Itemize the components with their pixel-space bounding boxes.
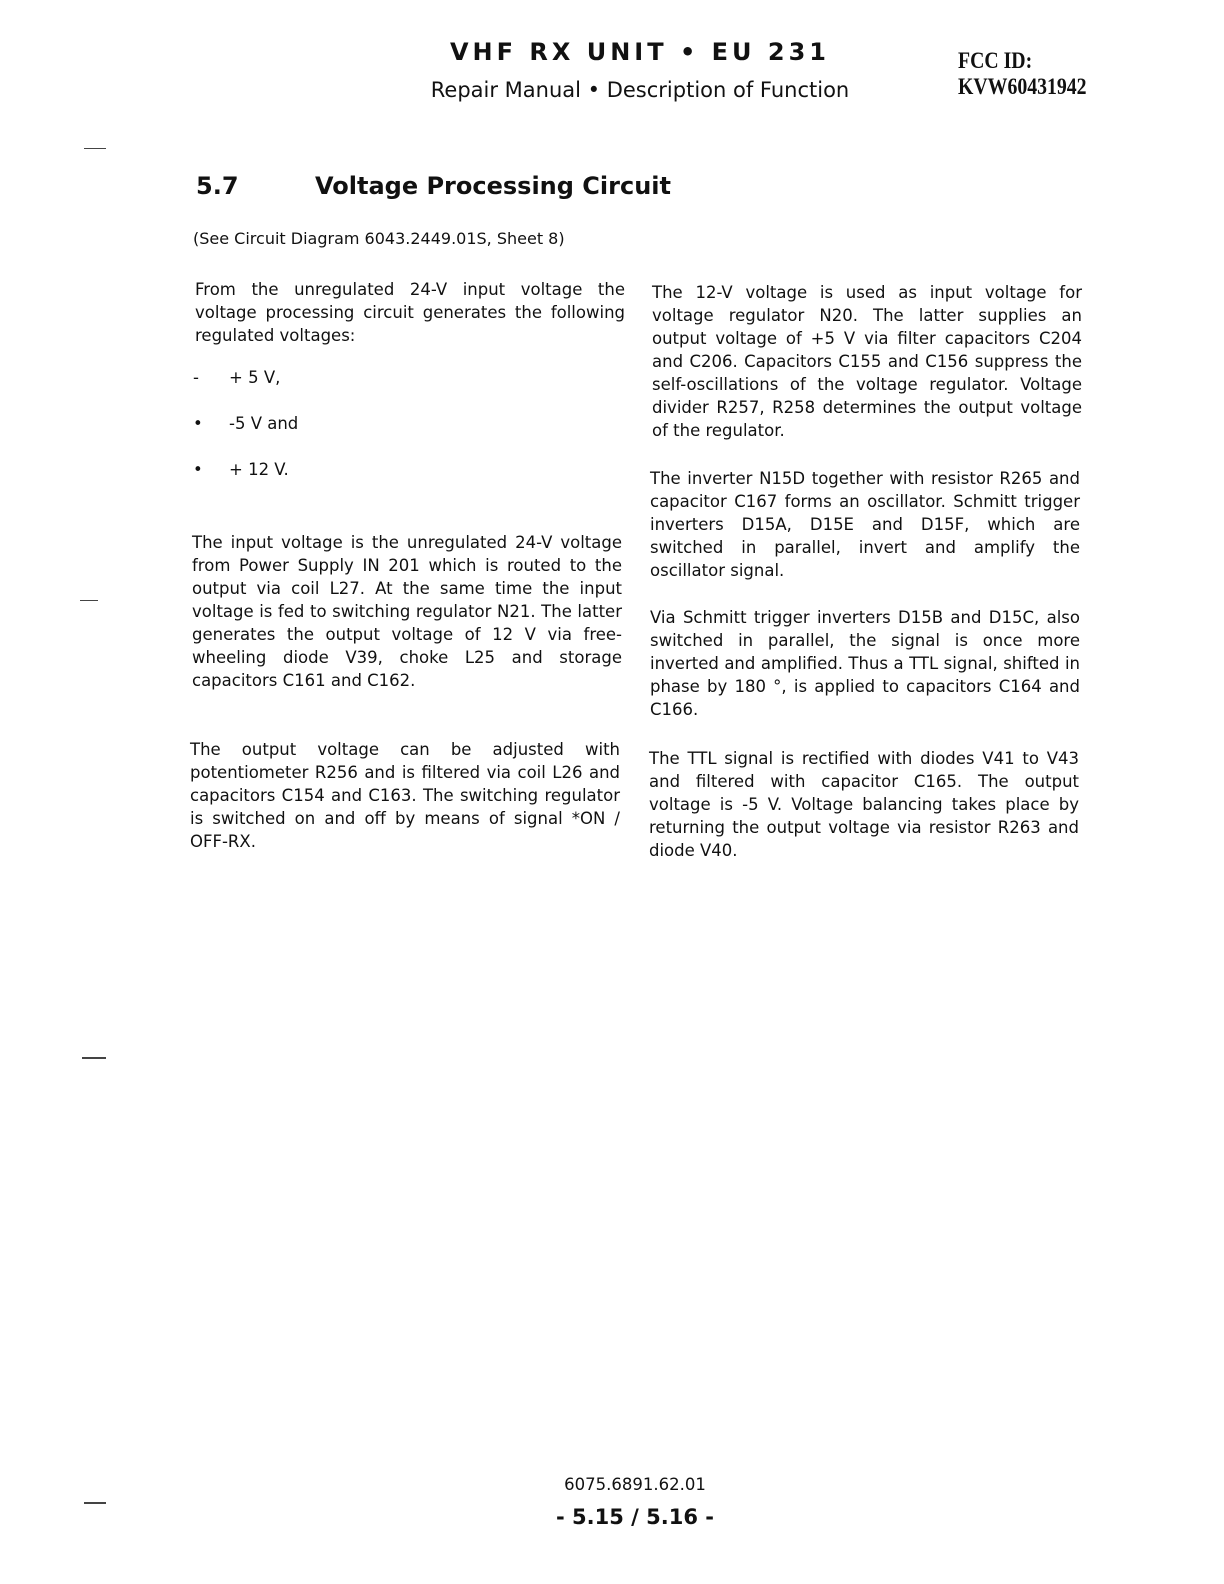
page-number: - 5.15 / 5.16 - [556,1505,714,1529]
list-item-text: + 12 V. [229,460,289,479]
section-title: Voltage Processing Circuit [315,172,671,200]
list-item-text: -5 V and [229,414,299,433]
list-bullet: - [193,368,199,387]
right-paragraph-4: The TTL signal is rectified with diodes V41 to V43 and filtered with capacitor C165. The output voltage is -5 V. Voltage balancing takes place by returning the output voltage via resistor R263 and diode V40. [649,749,1079,860]
right-paragraph-3: Via Schmitt trigger inverters D15B and D15C, also switched in parallel, the signal is once more inverted and amplified. Thus a TTL signal, shifted in phase by 180 °, is applied to capacitors C164 and C166. [650,608,1080,719]
scan-mark [80,600,98,601]
list-item-text: + 5 V, [229,368,281,387]
right-paragraph-2: The inverter N15D together with resistor R265 and capacitor C167 forms an oscillator. Schmitt trigger inverters D15A, D15E and D15F, which are switched in parallel, invert and amplify the oscillator signal. [650,469,1080,580]
left-paragraph-3: The output voltage can be adjusted with potentiometer R256 and is filtered via coil L26 and capacitors C154 and C163. The switching regulator is switched on and off by means of signal *ON / OFF-RX. [190,740,620,851]
scan-mark [82,1057,106,1059]
fcc-id: FCC ID: KVW60431942 [958,48,1087,99]
list-item [193,460,289,479]
list-item [193,414,298,433]
section-number: 5.7 [196,172,239,200]
list-bullet: • [193,414,203,433]
document-subtitle: Repair Manual • Description of Function [430,78,850,102]
document-title: VHF RX UNIT • EU 231 [449,38,830,66]
list-item [193,368,280,387]
left-intro-paragraph: From the unregulated 24-V input voltage the voltage processing circuit generates the following regulated voltages: [195,280,625,345]
left-paragraph-2: The input voltage is the unregulated 24-V voltage from Power Supply IN 201 which is routed to the output via coil L27. At the same time the input voltage is fed to switching regulator N21. The latter generates the output voltage of 12 V via free-wheeling diode V39, choke L25 and storage capacitors C161 and C162. [192,533,622,690]
list-bullet: • [193,460,203,479]
document-number: 6075.6891.62.01 [564,1475,706,1494]
scan-mark [84,1502,106,1504]
circuit-diagram-reference: (See Circuit Diagram 6043.2449.01S, Sheet 8) [193,229,565,248]
right-paragraph-1: The 12-V voltage is used as input voltage for voltage regulator N20. The latter supplies an output voltage of +5 V via filter capacitors C204 and C206. Capacitors C155 and C156 suppress the self-oscillations of the voltage regulator. Voltage divider R257, R258 determines the output voltage of the regulator. [652,283,1082,440]
scan-mark [84,148,106,149]
